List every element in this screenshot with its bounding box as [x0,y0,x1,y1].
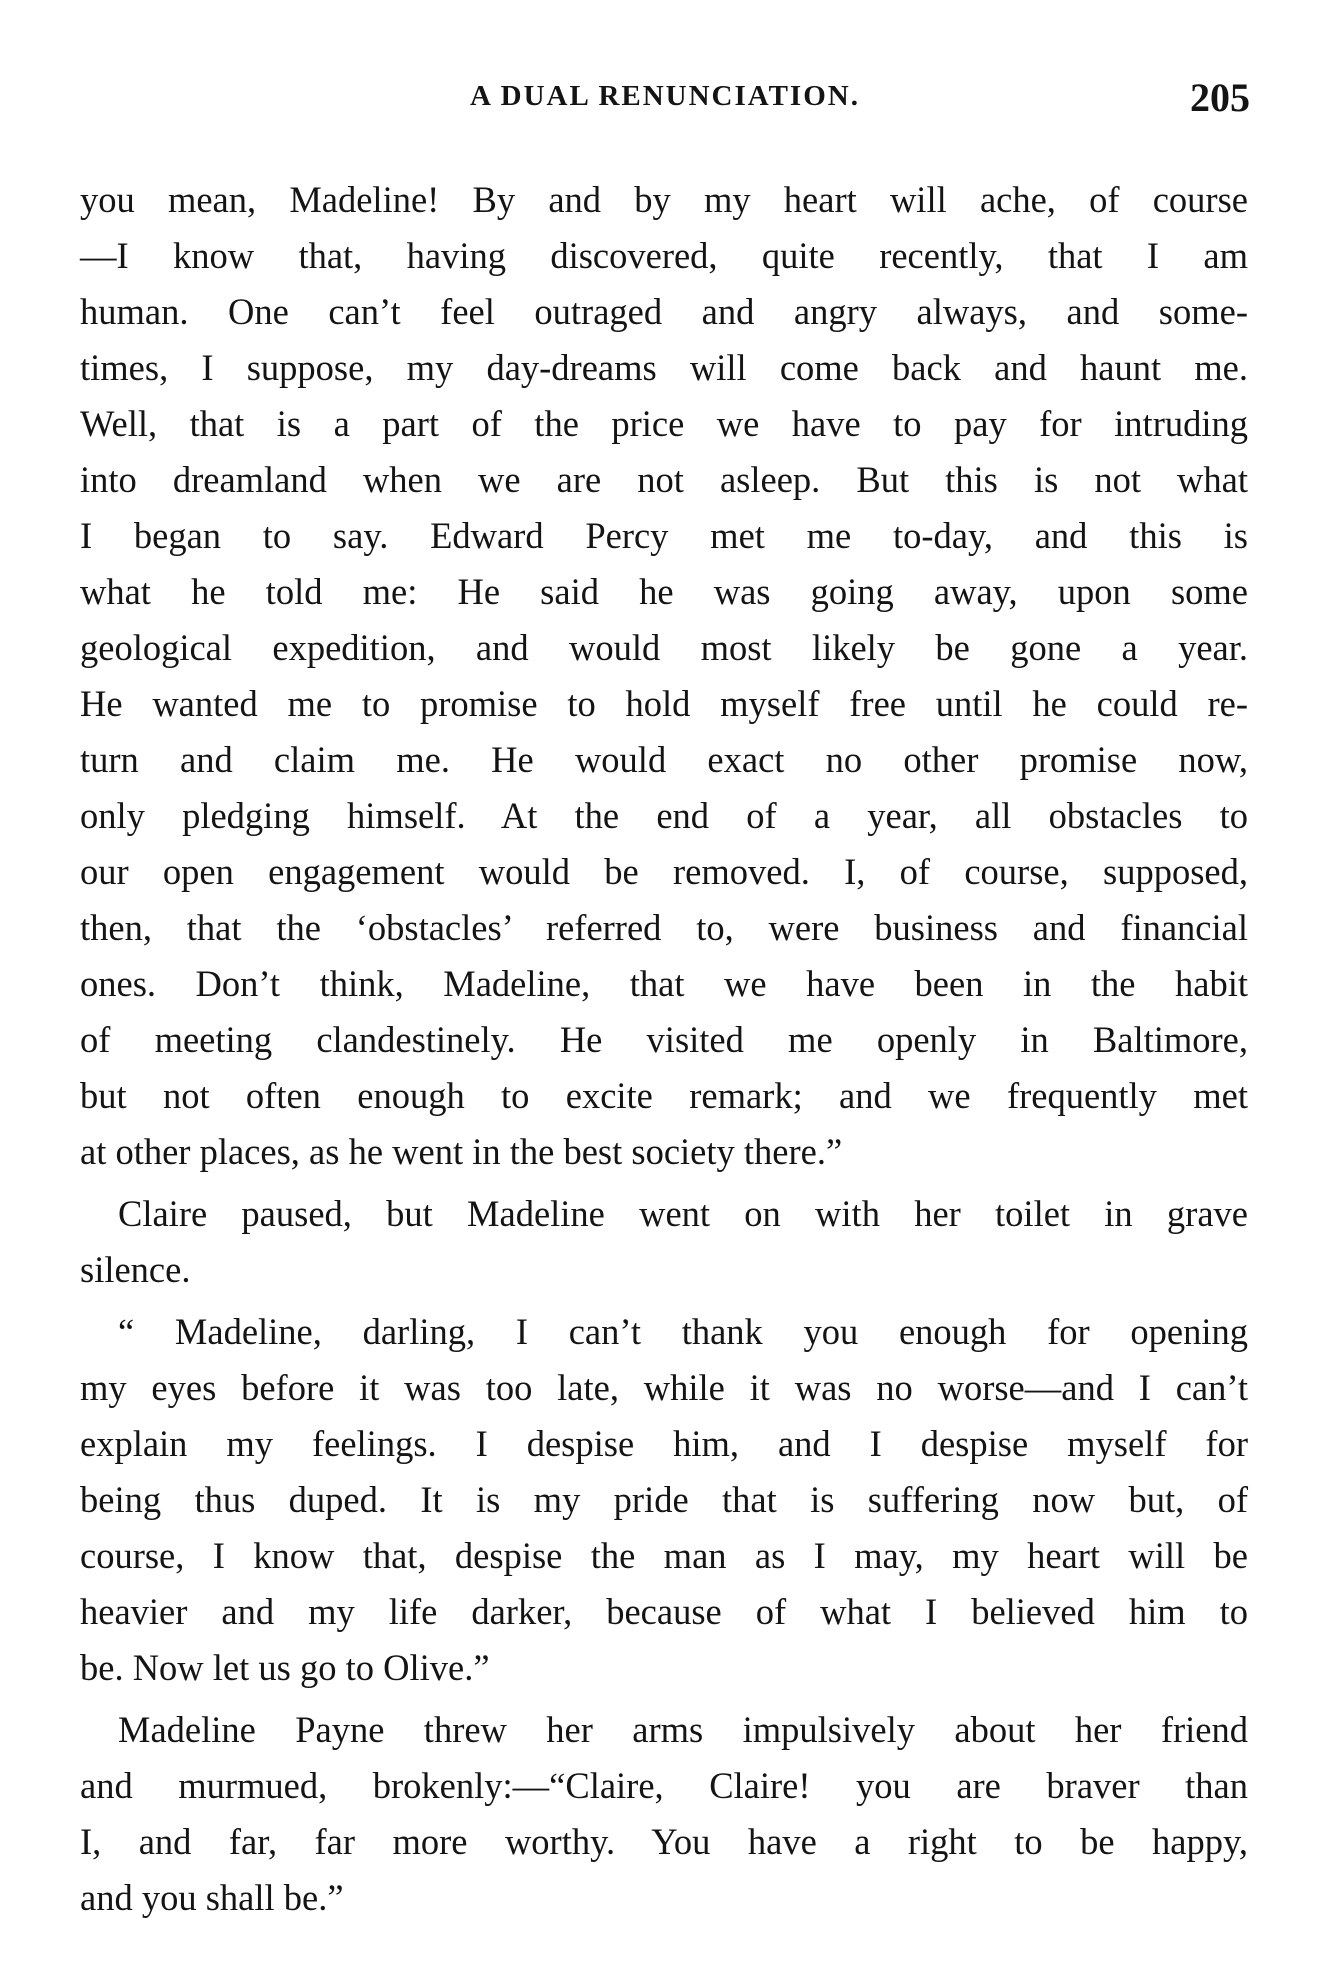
text-line: He wanted me to promise to hold myself free until he could re- [80,683,1248,724]
paragraph [80,172,1248,1180]
text-line: I began to say. Edward Percy met me to-day, and this is [80,515,1248,556]
text-line: then, that the ‘obstacles’ referred to, were business and financial [80,907,1248,948]
text-line: our open engagement would be removed. I, of course, supposed, [80,851,1248,892]
text-line: you mean, Madeline! By and by my heart will ache, of course [80,179,1248,220]
text-line: “ Madeline, darling, I can’t thank you enough for opening [118,1311,1248,1352]
text-line: what he told me: He said he was going away, upon some [80,571,1248,612]
text-line: course, I know that, despise the man as I may, my heart will be [80,1535,1248,1576]
text-line: I, and far, far more worthy. You have a right to be happy, [80,1821,1248,1862]
text-line: —I know that, having discovered, quite recently, that I am [80,235,1248,276]
running-title: A DUAL RENUNCIATION. [470,80,860,112]
body-text [80,172,1248,1926]
text-line: ones. Don’t think, Madeline, that we have been in the habit [80,963,1248,1004]
text-line: Madeline Payne threw her arms impulsively about her friend [118,1709,1248,1750]
text-line: Claire paused, but Madeline went on with her toilet in grave [118,1193,1248,1234]
text-line: but not often enough to excite remark; and we frequently met [80,1075,1248,1116]
text-line: explain my feelings. I despise him, and I despise myself for [80,1423,1248,1464]
text-line: heavier and my life darker, because of what I believed him to [80,1591,1248,1632]
text-line: and you shall be.” [80,1877,344,1918]
text-line: and murmued, brokenly:—“Claire, Claire! you are braver than [80,1765,1248,1806]
text-line: turn and claim me. He would exact no other promise now, [80,739,1248,780]
paragraph [80,1702,1248,1926]
text-line: only pledging himself. At the end of a year, all obstacles to [80,795,1248,836]
text-line: being thus duped. It is my pride that is suffering now but, of [80,1479,1248,1520]
text-line: Well, that is a part of the price we have to pay for intruding [80,403,1248,444]
page-number: 205 [1190,75,1250,120]
paragraph [80,1186,1248,1298]
text-line: into dreamland when we are not asleep. But this is not what [80,459,1248,500]
paragraph [80,1304,1248,1696]
text-line: my eyes before it was too late, while it was no worse—and I can’t [80,1367,1248,1408]
text-line: at other places, as he went in the best society there.” [80,1131,843,1172]
text-line: be. Now let us go to Olive.” [80,1647,490,1688]
text-line: human. One can’t feel outraged and angry always, and some- [80,291,1248,332]
text-line: geological expedition, and would most likely be gone a year. [80,627,1248,668]
text-line: times, I suppose, my day-dreams will come back and haunt me. [80,347,1248,388]
text-line: silence. [80,1249,191,1290]
running-head [80,74,1250,124]
text-line: of meeting clandestinely. He visited me openly in Baltimore, [80,1019,1248,1060]
